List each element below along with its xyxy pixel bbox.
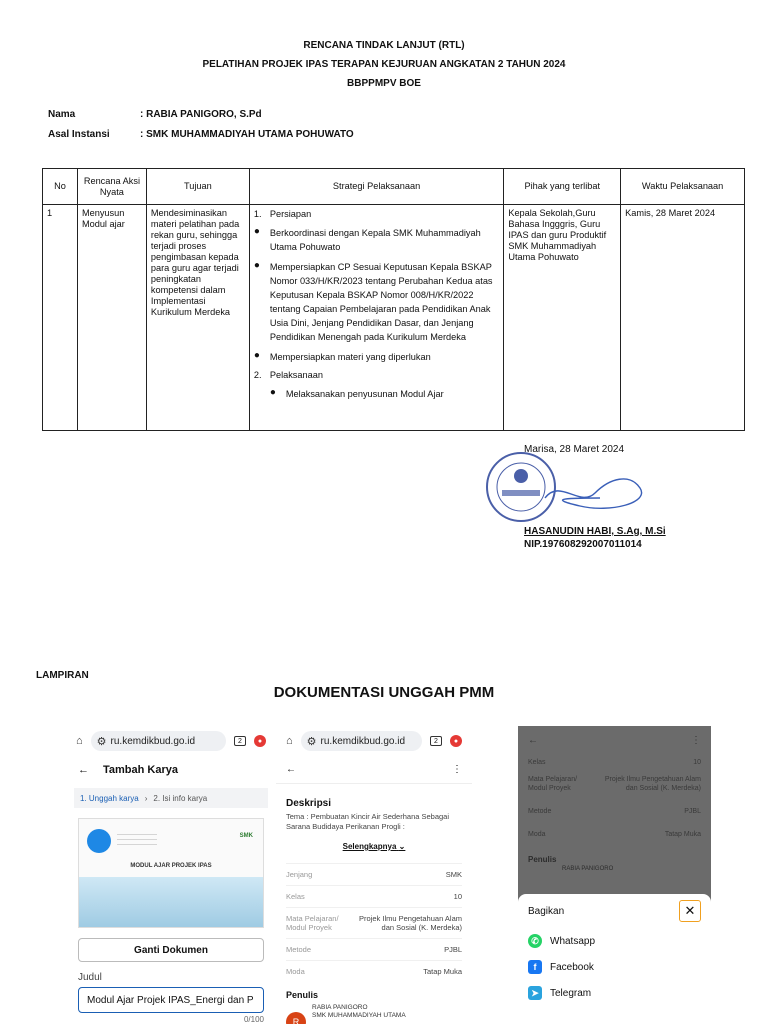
col-header: Rencana Aksi Nyata — [77, 169, 146, 205]
replace-document-button[interactable]: Ganti Dokumen — [78, 938, 264, 962]
step-upload[interactable]: 1. Unggah karya — [80, 793, 139, 803]
bullet-icon: ● — [253, 260, 260, 271]
info-row — [286, 960, 462, 982]
facebook-icon: f — [528, 960, 542, 974]
more-vert-icon[interactable]: ⋮ — [691, 734, 701, 746]
signer-name: HASANUDIN HABI, S.Ag, M.Si — [524, 526, 666, 537]
cell-no: 1 — [43, 205, 78, 431]
info-row — [286, 938, 462, 960]
step-number: 1. — [253, 209, 262, 219]
title-input[interactable]: Modul Ajar Projek IPAS_Energi dan P — [78, 987, 264, 1013]
title-label: Judul — [78, 972, 102, 983]
more-vert-icon[interactable]: ⋮ — [452, 764, 462, 775]
col-header: Pihak yang terlibat — [504, 169, 621, 205]
lampiran-label: LAMPIRAN — [36, 670, 89, 681]
screenshot-karya-detail — [276, 726, 472, 1024]
back-arrow-icon[interactable]: ← — [286, 764, 296, 775]
document-preview[interactable] — [78, 818, 264, 928]
info-key: Mata Pelajaran/ Modul Proyek — [528, 776, 578, 792]
url-text: ru.kemdikbud.go.id — [320, 735, 406, 747]
chevron-right-icon: › — [144, 793, 148, 803]
browser-url-bar — [66, 726, 276, 756]
chevron-down-icon: ⌄ — [398, 842, 406, 851]
col-header: Strategi Pelaksanaan — [249, 169, 503, 205]
cell-rencana: Menyusun Modul ajar — [77, 205, 146, 431]
home-icon[interactable]: ⌂ — [76, 735, 83, 747]
whatsapp-icon: ✆ — [528, 934, 542, 948]
bullet-icon: ● — [253, 226, 260, 237]
rtl-table — [42, 168, 745, 431]
browser-url-bar — [276, 726, 472, 756]
close-icon[interactable]: ✕ — [679, 900, 701, 922]
info-key: Moda — [528, 831, 546, 838]
info-value: SMK — [445, 870, 462, 879]
read-more-label: Selengkapnya — [342, 842, 397, 851]
preview-illustration — [79, 877, 263, 927]
menu-icon[interactable]: ● — [254, 735, 266, 747]
back-arrow-icon[interactable]: ← — [528, 734, 538, 746]
cell-strategi — [249, 205, 503, 431]
share-label: Facebook — [550, 961, 594, 973]
tutwuri-logo-icon — [87, 829, 111, 853]
author-institution: SMK MUHAMMADIYAH UTAMA — [312, 1012, 406, 1019]
author-heading: Penulis — [528, 855, 557, 864]
info-key: Jenjang — [286, 870, 313, 879]
url-text: ru.kemdikbud.go.id — [110, 735, 196, 747]
cell-waktu: Kamis, 28 Maret 2024 — [621, 205, 745, 431]
signature-icon — [540, 468, 650, 518]
list-item-text: Berkoordinasi dengan Kepala SMK Muhammadiyah Utama Pohuwato — [269, 228, 481, 252]
info-value: PJBL — [444, 945, 462, 954]
info-value: 10 — [453, 892, 462, 901]
bullet-icon: ● — [253, 350, 260, 361]
list-item — [254, 387, 499, 401]
nama-label: Nama — [48, 109, 76, 120]
page-nav — [66, 756, 276, 784]
share-sheet — [518, 894, 711, 1024]
step-label: Pelaksanaan — [269, 370, 323, 380]
read-more-link[interactable] — [286, 842, 462, 851]
page-nav — [518, 726, 711, 754]
list-item — [254, 260, 499, 344]
info-value: Projek Ilmu Pengetahuan Alam dan Sosial (K. Merdeka) — [359, 914, 462, 932]
list-item-text: Mempersiapkan materi yang diperlukan — [269, 352, 431, 362]
doc-subtitle: PELATIHAN PROJEK IPAS TERAPAN KEJURUAN ANGKATAN 2 TAHUN 2024 — [202, 59, 566, 70]
col-header: Waktu Pelaksanaan — [621, 169, 745, 205]
cell-tujuan: Mendesiminasikan materi pelatihan pada rekan guru, sehingga terjadi proses pengimbasan kepada para guru agar terjadi peningkatan kompetensi dalam Implementasi Kurikulum Merdeka — [146, 205, 249, 431]
tabs-icon[interactable]: 2 — [430, 736, 442, 746]
meta-nama — [48, 109, 262, 120]
sign-place-date: Marisa, 28 Maret 2024 — [524, 444, 625, 455]
preview-org: SMK — [239, 833, 253, 839]
info-row — [286, 885, 462, 907]
list-item-text: Mempersiapkan CP Sesuai Keputusan Kepala BSKAP Nomor 033/H/KR/2023 tentang Perubahan Kedua atas Keputusan Kepala BSKAP Nomor 008/H/KR/2022 tentang Capaian Pembelajaran pada Pendidikan Anak Usia Dini, Jenjang Pendidikan Dasar, dan Jenjang Pendidikan Menengah pada Kurikulum Merdeka — [269, 262, 493, 342]
share-title: Bagikan — [528, 905, 565, 917]
info-row — [518, 771, 711, 797]
share-facebook[interactable] — [518, 954, 711, 980]
col-header: Tujuan — [146, 169, 249, 205]
author-heading: Penulis — [286, 990, 319, 1000]
share-telegram[interactable] — [518, 980, 711, 1006]
strategy-step-1 — [254, 209, 499, 220]
info-row — [286, 907, 462, 938]
preview-title: MODUL AJAR PROJEK IPAS — [130, 863, 212, 869]
back-arrow-icon[interactable]: ← — [78, 764, 89, 776]
site-settings-icon[interactable]: ⚙ — [306, 735, 317, 748]
step-number: 2. — [253, 370, 262, 380]
tabs-icon[interactable]: 2 — [234, 736, 246, 746]
list-item — [254, 226, 499, 254]
nama-value: : RABIA PANIGORO, S.Pd — [140, 109, 262, 120]
author-name: RABIA PANIGORO — [312, 1004, 368, 1011]
list-item-text: Melaksanakan penyusunan Modul Ajar — [285, 389, 444, 399]
step-indicator — [74, 788, 268, 808]
info-row — [518, 803, 711, 820]
cell-pihak: Kepala Sekolah,Guru Bahasa Ingggris, Guru IPAS dan guru Produktif SMK Muhammadiyah Utama Pohuwato — [504, 205, 621, 431]
info-row — [286, 863, 462, 885]
info-key: Kelas — [528, 759, 546, 766]
avatar: R — [286, 1012, 306, 1024]
instansi-label: Asal Instansi — [48, 129, 110, 140]
author-info — [312, 1004, 406, 1024]
home-icon[interactable]: ⌂ — [286, 735, 293, 747]
description-heading: Deskripsi — [286, 798, 332, 809]
info-key: Metode — [528, 808, 552, 815]
menu-icon[interactable]: ● — [450, 735, 462, 747]
author-row[interactable] — [286, 1004, 462, 1024]
info-row — [518, 826, 711, 843]
page-nav — [276, 756, 472, 784]
list-item — [254, 350, 499, 364]
url-field[interactable] — [301, 731, 422, 751]
preview-header-lines: —————————— —————————— —————————— — [117, 831, 157, 846]
info-value: Tatap Muka — [664, 831, 701, 838]
site-settings-icon[interactable]: ⚙ — [96, 735, 107, 748]
url-field[interactable] — [91, 731, 226, 751]
share-label: Telegram — [550, 987, 592, 999]
char-counter: 0/100 — [243, 1015, 264, 1024]
instansi-value: : SMK MUHAMMADIYAH UTAMA POHUWATO — [140, 129, 354, 140]
signer-nip: NIP.197608292007011014 — [524, 539, 642, 550]
table-header-row — [43, 169, 745, 205]
info-value: PJBL — [684, 808, 701, 815]
step-label: Persiapan — [269, 209, 312, 219]
doc-title-rtl: RENCANA TINDAK LANJUT (RTL) — [303, 40, 465, 51]
info-value: Projek Ilmu Pengetahuan Alam dan Sosial (K. Merdeka) — [604, 776, 701, 792]
step-info[interactable]: 2. Isi info karya — [153, 793, 208, 803]
meta-instansi — [48, 129, 354, 140]
share-sheet-header — [518, 894, 711, 928]
bullet-icon: ● — [269, 387, 276, 398]
table-row — [43, 205, 745, 431]
info-key: Kelas — [286, 892, 305, 901]
info-key: Moda — [286, 967, 305, 976]
detail-body — [276, 798, 472, 1024]
screenshot-share-sheet — [518, 726, 711, 1024]
info-key: Mata Pelajaran/ Modul Proyek — [286, 914, 339, 932]
info-value: 10 — [693, 759, 701, 766]
col-header: No — [43, 169, 78, 205]
doc-org: BBPPMPV BOE — [347, 78, 421, 89]
strategy-step-2 — [254, 370, 499, 381]
share-whatsapp[interactable] — [518, 928, 711, 954]
info-value: Tatap Muka — [423, 967, 462, 976]
info-key: Metode — [286, 945, 312, 954]
author-name: RABIA PANIGORO — [562, 866, 614, 872]
description-text: Tema : Pembuatan Kincir Air Sederhana Sebagai Sarana Budidaya Perikanan Progli : — [286, 812, 450, 831]
document-header — [0, 36, 768, 93]
info-row — [518, 754, 711, 771]
screenshot-upload-karya — [66, 726, 276, 1024]
documentation-title: DOKUMENTASI UNGGAH PMM — [273, 684, 495, 701]
page-title: Tambah Karya — [103, 764, 178, 776]
telegram-icon: ➤ — [528, 986, 542, 1000]
share-label: Whatsapp — [550, 935, 596, 947]
